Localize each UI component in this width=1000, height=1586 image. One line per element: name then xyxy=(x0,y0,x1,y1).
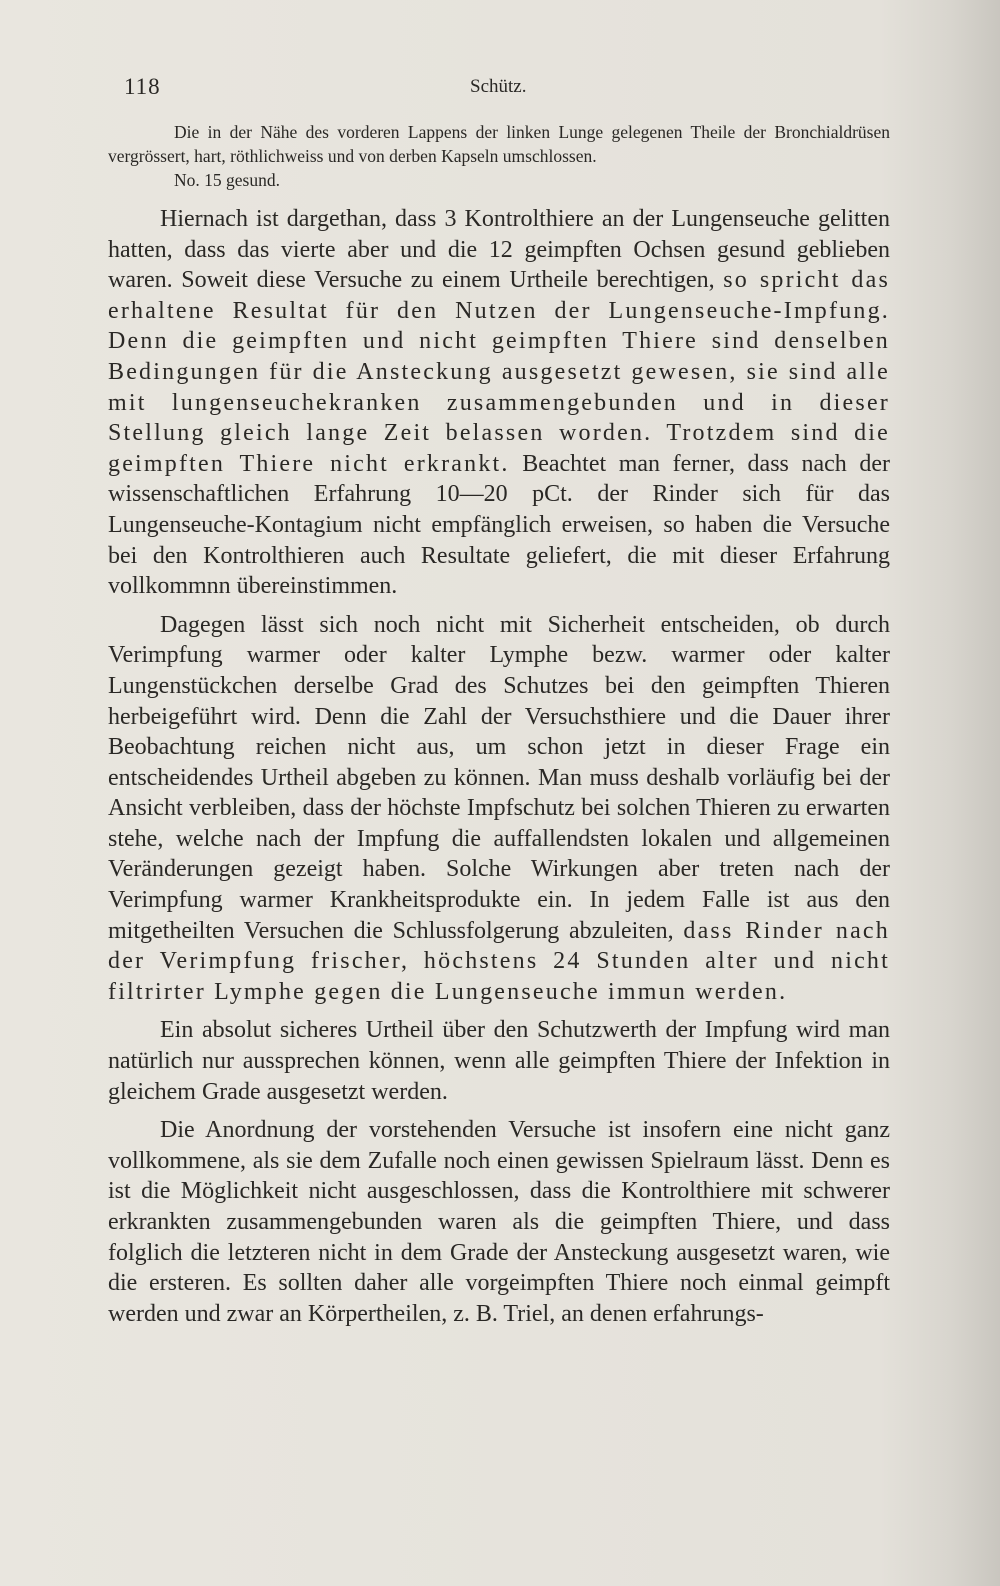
page-number: 118 xyxy=(124,74,161,99)
paragraph-text: Die Anordnung der vorstehenden Versuche ist insofern eine nicht ganz vollkommene, als sie dem Zufalle noch einen gewissen Spielraum lässt. Denn es ist die Möglichkeit nicht ausgeschlossen, dass die Kontrolthiere mit schwerer erkrankten zusammengebunden waren als die geimpften Thiere, und dass folglich die letzteren nicht in dem Grade der Ansteckung ausgesetzt waren, wie die ersteren. Es sollten daher alle vorgeimpften Thiere noch einmal geimpft werden und zwar an Körpertheilen, z. B. Triel, an denen erfahrungs- xyxy=(108,1117,890,1327)
paragraph-text: Beachtet man ferner, dass nach der wissenschaftlichen Erfahrung 10—20 pCt. der Rinder sich für das Lungenseuche-Kontagium nicht empfänglich erweisen, so haben die Versuche bei den Kontrolthieren auch Resultate geliefert, die mit dieser Erfahrung vollkommnn übereinstimmen. xyxy=(108,450,891,600)
paragraph-text: Dagegen lässt sich noch nicht mit Sicherheit entscheiden, ob durch Verimpfung warmer oder kalter Lymphe bezw. warmer oder kalter Lungenstückchen derselbe Grad des Schutzes bei den geimpften Thieren herbeigeführt wird. Denn die Zahl der Versuchsthiere und die Dauer ihrer Beobachtung reichen nicht aus, um schon jetzt in dieser Frage ein entscheidendes Urtheil abgeben zu können. Man muss deshalb vorläufig bei der Ansicht verbleiben, dass der höchste Impfschutz bei solchen Thieren zu erwarten stehe, welche nach der Impfung die auffallendsten lokalen und allgemeinen Veränderungen gezeigt haben. Solche Wirkungen aber treten nach der Verimpfung warmer Krankheitsprodukte ein. In jedem Falle ist aus den mitgetheilten Versuchen die Schlussfolgerung abzuleiten, xyxy=(108,611,890,944)
paragraph-text: Ein absolut sicheres Urtheil über den Schutzwerth der Impfung wird man natürlich nur aussprechen können, wenn alle geimpften Thiere der Infektion in gleichem Grade ausgesetzt werden. xyxy=(108,1017,890,1105)
paragraph-text: Hiernach ist dargethan, dass 3 Kontrolthiere an der Lungenseuche gelitten hatten, dass das vierte aber und die 12 geimpften Ochsen gesund geblieben waren. Soweit diese Versuche zu einem Urtheile berechtigen, xyxy=(108,206,890,294)
footnote-text-2: No. 15 gesund. xyxy=(174,170,280,190)
paragraph xyxy=(108,1115,890,1329)
paragraph xyxy=(108,610,890,1008)
body-text xyxy=(108,120,890,1337)
emphasized-text: dass Rinder nach der Verimpfung frischer, höchstens 24 Stunden alter und nicht filtrirter Lymphe gegen die Lungenseuche immun werden. xyxy=(108,917,890,1005)
page-header xyxy=(0,74,1000,104)
paragraph xyxy=(108,1015,890,1107)
paragraph xyxy=(108,204,890,602)
running-head: Schütz. xyxy=(470,76,527,97)
footnote-text: Die in der Nähe des vorderen Lappens der linken Lunge gelegenen Theile der Bronchialdrüsen vergrössert, hart, röthlichweiss und von derben Kapseln umschlossen. xyxy=(108,122,890,166)
emphasized-text: so spricht das erhaltene Resultat für den Nutzen der Lungenseuche-Impfung. Denn die geimpften und nicht geimpften Thiere sind denselben Bedingungen für die Ansteckung ausgesetzt gewesen, sie sind alle mit lungenseuchekranken zusammengebunden und in dieser Stellung gleich lange Zeit belassen worden. Trotzdem sind die geimpften Thiere nicht erkrankt. xyxy=(108,267,891,477)
